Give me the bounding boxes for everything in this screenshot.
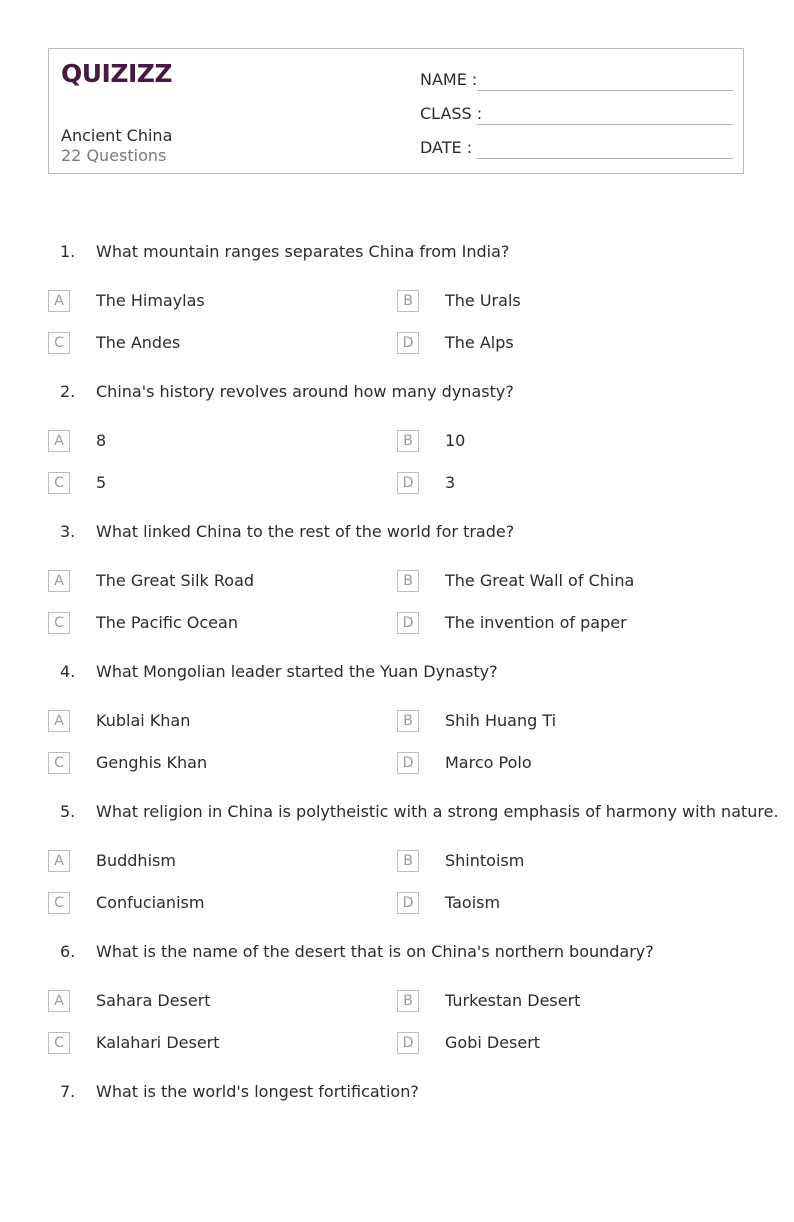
option-letter-box[interactable]: B [397, 710, 419, 732]
answer-option-c[interactable] [48, 892, 348, 916]
question-number: 6. [60, 942, 76, 961]
option-letter-box[interactable]: B [397, 430, 419, 452]
option-letter-box[interactable]: C [48, 612, 70, 634]
answer-option-b[interactable] [397, 850, 697, 874]
question-2 [0, 382, 794, 522]
option-text: Turkestan Desert [445, 991, 581, 1010]
question-1 [0, 242, 794, 382]
option-text: Kalahari Desert [96, 1033, 220, 1052]
answer-option-c[interactable] [48, 472, 348, 496]
option-text: Genghis Khan [96, 753, 208, 772]
option-text: The Alps [445, 333, 514, 352]
option-text: The invention of paper [445, 613, 627, 632]
worksheet-title: Ancient China [61, 126, 173, 145]
answer-option-a[interactable] [48, 710, 348, 734]
option-letter-box[interactable]: A [48, 710, 70, 732]
question-number: 1. [60, 242, 76, 261]
answer-option-b[interactable] [397, 290, 697, 314]
answer-option-c[interactable] [48, 1032, 348, 1056]
question-text: What is the name of the desert that is on China's northern boundary? [96, 942, 654, 961]
answer-option-b[interactable] [397, 430, 697, 454]
option-text: Shintoism [445, 851, 525, 870]
option-text: Confucianism [96, 893, 205, 912]
answer-option-a[interactable] [48, 430, 348, 454]
option-letter-box[interactable]: D [397, 1032, 419, 1054]
name-field[interactable] [420, 67, 733, 91]
option-letter-box[interactable]: A [48, 570, 70, 592]
option-letter-box[interactable]: D [397, 472, 419, 494]
answer-option-c[interactable] [48, 752, 348, 776]
date-line[interactable] [477, 158, 733, 159]
question-text: What mountain ranges separates China from India? [96, 242, 510, 261]
question-text: What Mongolian leader started the Yuan Dynasty? [96, 662, 498, 681]
option-text: 5 [96, 473, 107, 492]
option-letter-box[interactable]: C [48, 472, 70, 494]
option-letter-box[interactable]: B [397, 290, 419, 312]
option-letter-box[interactable]: C [48, 892, 70, 914]
option-letter-box[interactable]: C [48, 332, 70, 354]
question-4 [0, 662, 794, 802]
name-label: NAME : [420, 70, 478, 89]
option-letter-box[interactable]: A [48, 290, 70, 312]
option-text: Taoism [445, 893, 501, 912]
option-text: The Pacific Ocean [96, 613, 238, 632]
answer-option-d[interactable] [397, 892, 697, 916]
question-5 [0, 802, 794, 942]
option-text: Marco Polo [445, 753, 532, 772]
date-label: DATE : [420, 138, 473, 157]
question-text: What is the world's longest fortification? [96, 1082, 419, 1101]
question-number: 3. [60, 522, 76, 541]
question-number: 2. [60, 382, 76, 401]
option-letter-box[interactable]: D [397, 332, 419, 354]
class-label: CLASS : [420, 104, 483, 123]
option-letter-box[interactable]: B [397, 990, 419, 1012]
option-letter-box[interactable]: D [397, 612, 419, 634]
question-number: 7. [60, 1082, 76, 1101]
answer-option-b[interactable] [397, 710, 697, 734]
name-line[interactable] [477, 90, 733, 91]
answer-option-c[interactable] [48, 612, 348, 636]
answer-option-d[interactable] [397, 332, 697, 356]
option-text: Sahara Desert [96, 991, 211, 1010]
option-text: The Urals [445, 291, 521, 310]
option-text: 10 [445, 431, 466, 450]
class-field[interactable] [420, 101, 733, 125]
date-field[interactable] [420, 135, 733, 159]
option-text: 8 [96, 431, 107, 450]
option-letter-box[interactable]: B [397, 850, 419, 872]
option-text: Gobi Desert [445, 1033, 541, 1052]
answer-option-d[interactable] [397, 1032, 697, 1056]
answer-option-d[interactable] [397, 472, 697, 496]
option-letter-box[interactable]: A [48, 430, 70, 452]
answer-option-b[interactable] [397, 990, 697, 1014]
quizizz-logo: QUIZIZZ [61, 59, 173, 88]
answer-option-d[interactable] [397, 752, 697, 776]
answer-option-a[interactable] [48, 850, 348, 874]
question-count: 22 Questions [61, 146, 167, 165]
option-text: The Himaylas [96, 291, 205, 310]
answer-option-c[interactable] [48, 332, 348, 356]
answer-option-b[interactable] [397, 570, 697, 594]
option-text: The Great Silk Road [96, 571, 255, 590]
answer-option-a[interactable] [48, 570, 348, 594]
question-text: What linked China to the rest of the world for trade? [96, 522, 515, 541]
option-text: Buddhism [96, 851, 176, 870]
answer-option-d[interactable] [397, 612, 697, 636]
option-text: The Andes [96, 333, 181, 352]
option-letter-box[interactable]: C [48, 1032, 70, 1054]
question-number: 4. [60, 662, 76, 681]
question-3 [0, 522, 794, 662]
question-6 [0, 942, 794, 1082]
option-letter-box[interactable]: B [397, 570, 419, 592]
option-letter-box[interactable]: D [397, 752, 419, 774]
option-text: Shih Huang Ti [445, 711, 557, 730]
worksheet-header [48, 48, 744, 174]
option-text: Kublai Khan [96, 711, 191, 730]
question-text: What religion in China is polytheistic with a strong emphasis of harmony with nature. [96, 802, 779, 821]
class-line[interactable] [477, 124, 733, 125]
option-text: The Great Wall of China [445, 571, 635, 590]
question-7 [0, 1082, 794, 1222]
answer-option-a[interactable] [48, 290, 348, 314]
option-letter-box[interactable]: A [48, 850, 70, 872]
option-letter-box[interactable]: C [48, 752, 70, 774]
option-letter-box[interactable]: A [48, 990, 70, 1012]
answer-option-a[interactable] [48, 990, 348, 1014]
question-text: China's history revolves around how many dynasty? [96, 382, 514, 401]
option-letter-box[interactable]: D [397, 892, 419, 914]
option-text: 3 [445, 473, 456, 492]
question-number: 5. [60, 802, 76, 821]
